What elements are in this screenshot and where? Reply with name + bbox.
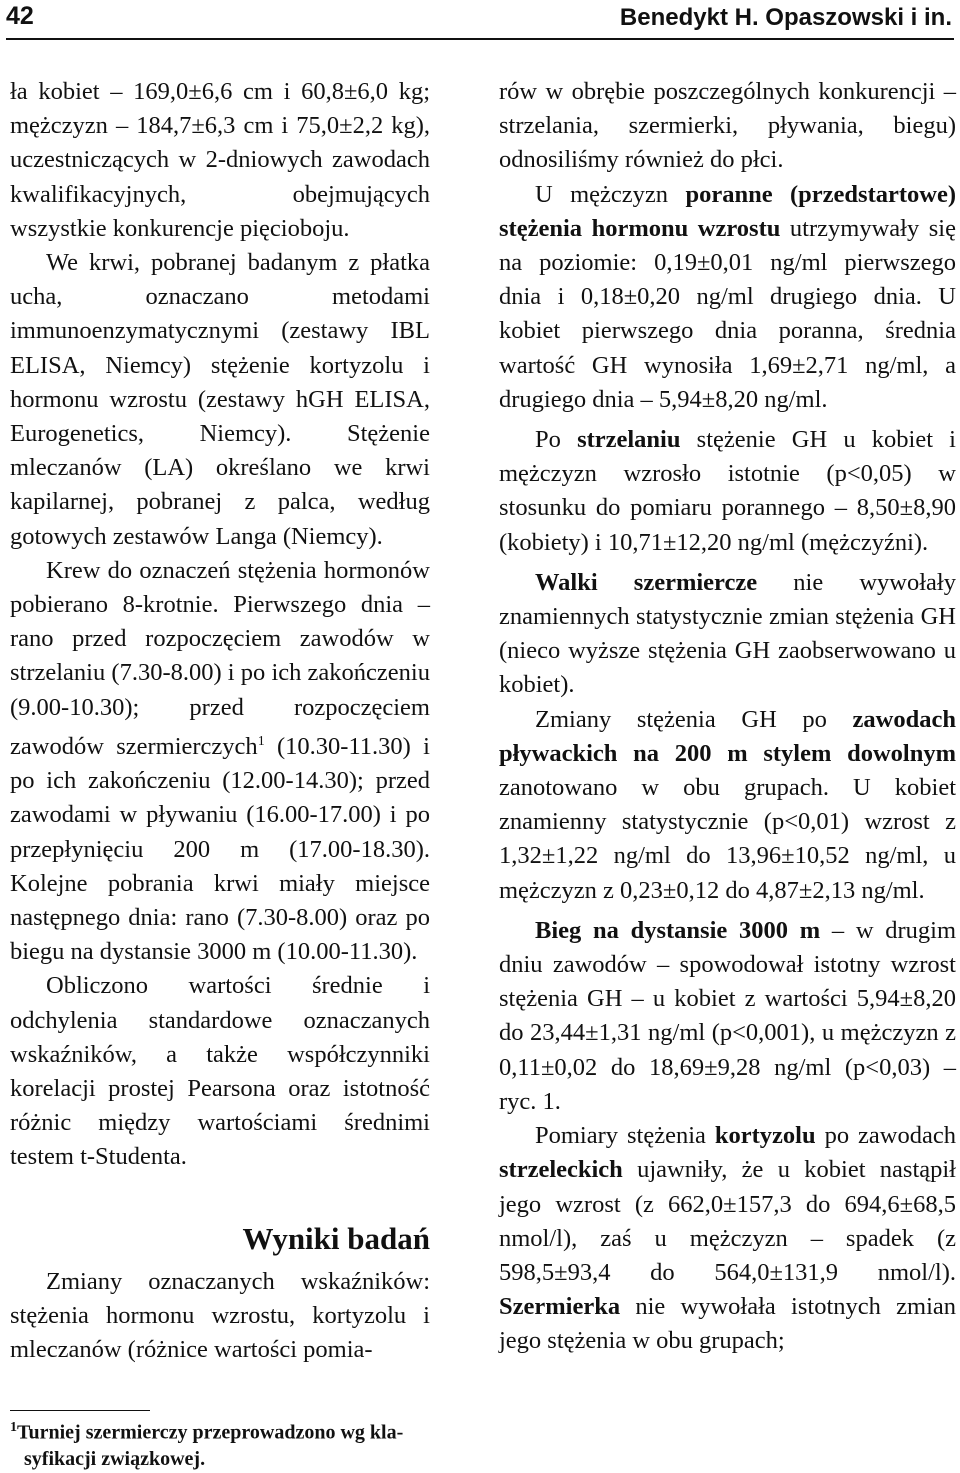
paragraph xyxy=(499,703,956,908)
text-run: Zmiany stężenia GH po xyxy=(535,705,853,733)
footnote-line: syfikacji związkowej. xyxy=(24,1447,206,1470)
text-run: ujawniły, że u kobiet nastąpił jego wzrost (z 662,0±157,3 do 694,6±68,5 nmol/l), zaś u mężczyzn – spadek (z 598,5±93,4 do 564,0±131,9 nmol/l). xyxy=(499,1156,956,1286)
running-title: Benedykt H. Opaszowski i in. xyxy=(619,4,952,31)
bold-run: zawodach pływackich na 200 m stylem dowolnym xyxy=(499,705,956,767)
text-run: U mężczyzn xyxy=(535,180,686,208)
paragraph: Obliczono wartości średnie i odchylenia standardowe oznaczanych wskaźników, a także współczynniki korelacji prostej Pearsona oraz istotność różnic między wartościami średnimi testem t-Studenta. xyxy=(10,972,430,1171)
paragraph xyxy=(10,554,430,970)
text-run: nie wywołały znamiennych statystycznie zmian stężenia GH (nieco wyższe stężenia GH zaobserwowano u kobiet). xyxy=(499,568,956,699)
paragraph xyxy=(499,178,956,417)
footnote-mark: 1 xyxy=(10,1420,17,1435)
text-run: utrzymywały się na poziomie: 0,19±0,01 ng/ml pierwszego dnia i 0,18±0,20 ng/ml drugiego dnia. U kobiet pierwszego dnia poranna, średnia wartość GH wynosiła 1,69±2,71 ng/ml, a drugiego dnia – 5,94±8,20 ng/ml. xyxy=(499,214,956,413)
text-run: stężenie GH u kobiet i mężczyzn wzrosło istotnie (p<0,05) w stosunku do pomiaru porannego – 8,50±8,90 (kobiety) i 10,71±12,20 ng/ml (mężczyźni). xyxy=(499,426,956,556)
footnote-line: Turniej szermierczy przeprowadzono wg kla- xyxy=(17,1421,404,1444)
paragraph: We krwi, pobranej badanym z płatka ucha, oznaczano metodami immunoenzymatycznymi (zestawy IBL ELISA, Niemcy) stężenie kortyzolu i hormonu wzrostu (zestawy hGH ELISA, Eurogenetics, Niemcy). Stężenie mleczanów (LA) określano we krwi kapilarnej, pobranej z palca, według gotowych zestawów Langa (Niemcy). xyxy=(10,249,430,550)
bold-run: strzelaniu xyxy=(577,426,681,454)
paragraph: ła kobiet – 169,0±6,6 cm i 60,8±6,0 kg; mężczyzn – 184,7±6,3 cm i 75,0±2,2 kg), uczestniczących w 2-dniowych zawodach kwalifikacyjnych, obejmujących wszystkie konkurencje pięcioboju. xyxy=(10,78,430,242)
text-run: nie wywołała istotnych zmian jego stężenia w obu grupach; xyxy=(499,1293,956,1355)
footnote xyxy=(10,1415,450,1472)
page-header xyxy=(6,0,954,34)
bold-run: kortyzolu xyxy=(714,1122,816,1150)
bold-run: Bieg na dystansie 3000 m xyxy=(535,916,821,944)
text-run: Krew do oznaczeń stężenia hormonów pobierano 8-krotnie. Pierwszego dnia – rano przed rozpoczęciem zawodów w strzelaniu (7.30-8.00) i po ich zakończeniu (9.00-10.30); przed rozpoczęciem zawodów szermierczych xyxy=(10,556,430,761)
bold-run: strzeleckich xyxy=(499,1156,623,1184)
section-heading: Wyniki badań xyxy=(242,1220,430,1256)
paragraph xyxy=(499,914,956,1119)
paragraph: Zmiany oznaczanych wskaźników: stężenia hormonu wzrostu, kortyzolu i mleczanów (różnice wartości pomia- xyxy=(10,1267,430,1364)
footnote-ref: 1 xyxy=(257,733,265,749)
footnote-rule xyxy=(10,1410,150,1411)
header-rule xyxy=(6,38,954,40)
paragraph: rów w obrębie poszczególnych konkurencji – strzelania, szermierki, pływania, biegu) odnosiliśmy również do płci. xyxy=(499,78,956,174)
right-column xyxy=(499,75,956,1359)
left-column xyxy=(10,75,430,1367)
bold-run: Szermierka xyxy=(499,1293,621,1321)
text-run: (10.30-11.30) i po ich zakończeniu (12.00-14.30); przed zawodami w pływaniu (16.00-17.00) i po przepłynięciu 200 m (17.00-18.30). Kolejne pobrania krwi miały miejsce następnego dnia: rano (7.30-8.00) oraz po biegu na dystansie 3000 m (10.00-11.30). xyxy=(10,733,430,966)
text-run: Po xyxy=(535,426,578,454)
text-run: zanotowano w obu grupach. U kobiet znamienny statystycznie (p<0,01) wzrost z 1,32±1,22 ng/ml do 13,96±10,52 ng/ml, u mężczyzn z 0,23±0,12 do 4,87±2,13 ng/ml. xyxy=(499,774,956,904)
page-number: 42 xyxy=(6,2,34,30)
bold-run: poranne (przedstartowe) stężenia hormonu wzrostu xyxy=(499,180,956,242)
bold-run: Walki szermiercze xyxy=(535,568,758,596)
text-run: po zawodach xyxy=(815,1122,956,1150)
paragraph xyxy=(499,566,956,703)
paragraph xyxy=(499,1119,956,1358)
text-run: – w drugim dniu zawodów – spowodował istotny wzrost stężenia GH – u kobiet z wartości 5,94±8,20 do 23,44±1,31 ng/ml (p<0,001), u mężczyzn z 0,11±0,02 do 18,69±9,28 ng/ml (p<0,03) – ryc. 1. xyxy=(499,916,957,1115)
text-run: Pomiary stężenia xyxy=(535,1122,715,1150)
paragraph xyxy=(499,423,956,560)
